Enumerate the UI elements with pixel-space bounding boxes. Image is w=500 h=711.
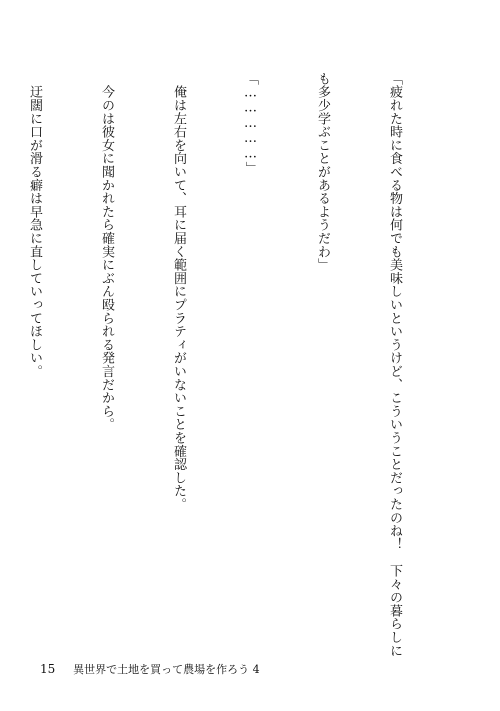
- text-line: も多少学ぶことがあるようだわ」: [315, 72, 330, 272]
- text-line: 俺は左右を向いて、耳に届く範囲にプラティがいないことを確認した。: [171, 72, 186, 511]
- text-line: 迂闊に口が滑る癖は早急に直していってほしい。: [27, 72, 42, 378]
- page-number: 15: [40, 662, 56, 676]
- text-line: 「疲れた時に食べる物は何でも美味しいというけど、こういうことだったのね！ 下々の暮らしに: [387, 72, 402, 658]
- text-line: 今のは彼女に聞かれたら確実にぶん殴られる発言だから。: [99, 72, 114, 432]
- text-line: 「……………」: [243, 72, 258, 176]
- vertical-text-body: [27, 72, 454, 658]
- page-footer: [40, 662, 260, 677]
- book-title: 異世界で土地を買って農場を作ろう 4: [73, 663, 260, 676]
